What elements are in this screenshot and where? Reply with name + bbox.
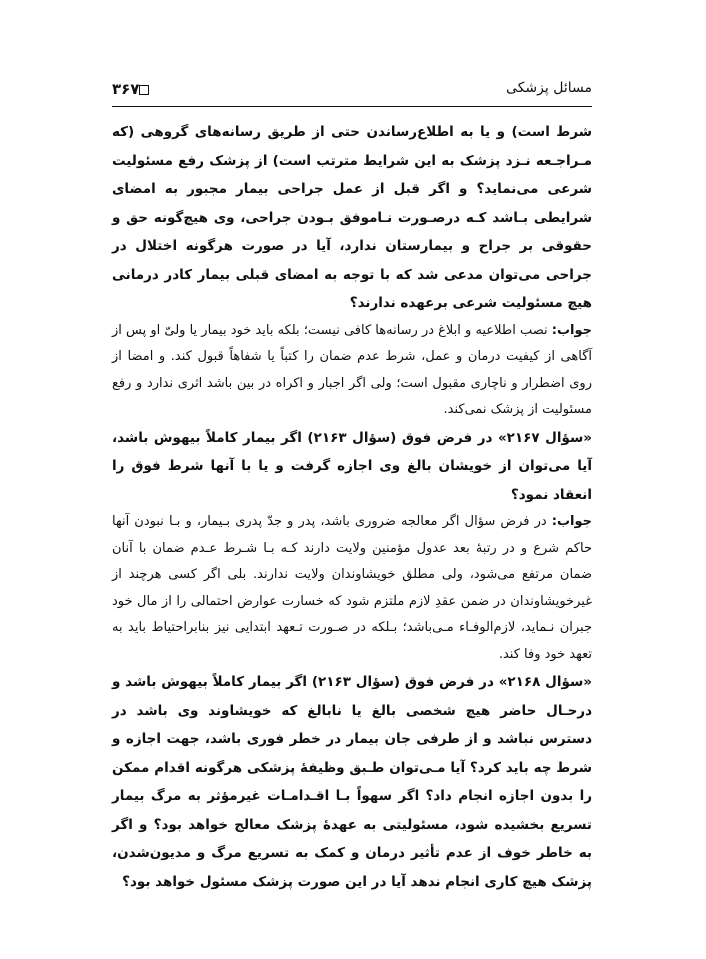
page-number-text: ۳۶۷	[112, 80, 140, 98]
question-text: شرط است) و یا به اطلاع‌رساندن حتی از طریق رسانه‌های گروهی (که مـراجـعه نـزد پزشک به این شرایط مترتب است) از پزشک رفع مسئولیت شرعی می‌نماید؟ و اگر قبل از عمل جراحی بیمار مجبور به امضای شرایطی بـاشد کـه درصـورت نـاموفق بـودن جراحی، وی هیچ‌گونه حق و حقوقی بر جراح و بیمارستان ندارد، آیا در صورت هرگونه اختلال در جراحی می‌توان مدعی شد که با توجه به امضای قبلی بیمار کادر درمانی هیچ مسئولیت شرعی برعهده ندارند؟	[112, 124, 592, 311]
answer-text: نصب اطلاعیه و ابلاغ در رسانه‌ها کافی نیست؛ بلکه باید خود بیمار یا ولیّ او پس از آگاهی از کیفیت درمان و عمل، شرط عدم ضمان را کتباً یا شفاهاً قبول کند. و امضا از روی اضطرار و ناچاری مقبول است؛ ولی اگر اجبار و اکراه در بین باشد اثری ندارد و رفع مسئولیت از پزشک نمی‌کند.	[112, 322, 592, 417]
question-continuation	[112, 118, 592, 318]
running-header	[112, 78, 592, 102]
question-label: «سؤال ۲۱۶۷»	[497, 429, 592, 446]
answer-label: جواب:	[551, 322, 592, 338]
question-text: در فرض فوق (سؤال ۲۱۶۳) اگر بیمار کاملاً بیهوش باشد و درحـال حاضر هیچ شخصی بالغ یا نابالغ که خویشاوند وی باشد در دسترس نباشد و از طرفی جان بیمار در خطر فوری باشد، جهت اجازه و شرط چه باید کرد؟ آیا مـی‌توان طـبق وظیفهٔ پزشکی هرگونه اقدام ممکن را بدون اجازه انجام داد؟ اگر سهواً بـا اقـدامـات غیرمؤثر به مرگ بیمار تسریع بخشیده شود، مسئولیتی به عهدهٔ پزشک معالج خواهد بود؟ و اگر به خاطر خوف از عدم تأثیر درمان و کمک به تسریع مرگ و مدیون‌شدن، پزشک هیچ کاری انجام ندهد آیا در این صورت پزشک مسئول خواهد بود؟	[112, 674, 592, 890]
square-ornament-icon	[139, 85, 149, 95]
answer-text: در فرض سؤال اگر معالجه ضروری باشد، پدر و جدّ پدری بـیمار، و بـا نبودن آنها حاکم شرع و در رتبهٔ بعد عدول مؤمنین ولایت دارند کـه بـا شـرط عـدم ضمان با آنان ضمان مرتفع می‌شود، ولی مطلق خویشاوندان ولایت ندارند. بلی اگر کسی هرچند از غیرخویشاوندان در ضمن عقدِ لازم ملتزم شود که خسارت عوارض احتمالی را از مال خود جبران نـماید، لازم‌الوفـاء مـی‌باشد؛ بـلکه در صـورت تـعهد ابتدایی نیز بنابراحتیاط باید به تعهد خود وفا کند.	[112, 514, 592, 662]
question-label: «سؤال ۲۱۶۸»	[498, 674, 592, 690]
question-2167	[112, 424, 592, 510]
header-rule	[112, 106, 592, 107]
question-text: در فرض فوق (سؤال ۲۱۶۳) اگر بیمار کاملاً بیهوش باشد، آیا می‌توان از خویشان بالغ وی اجازه گرفت و یا با آنها شرط فوق را انعقاد نمود؟	[112, 429, 592, 503]
page-body	[112, 118, 592, 896]
header-title: مسائل پزشکی	[506, 80, 592, 96]
answer-paragraph	[112, 318, 592, 424]
page-number	[112, 80, 153, 98]
question-2168	[112, 668, 592, 896]
answer-paragraph	[112, 509, 592, 668]
answer-label: جواب:	[551, 514, 592, 529]
